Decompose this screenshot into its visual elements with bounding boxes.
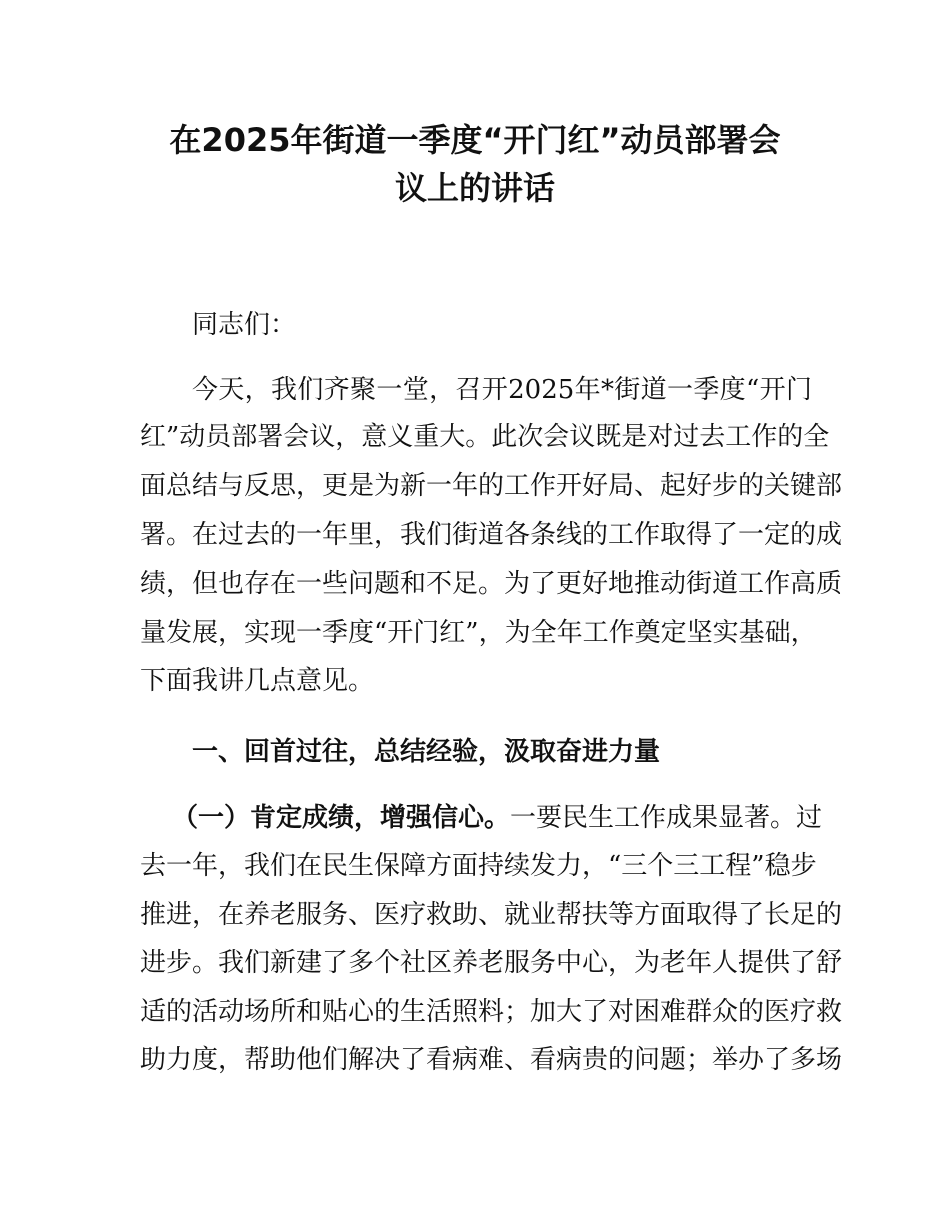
document-title-line-1: 在2025年街道一季度“开门红”动员部署会 (169, 121, 781, 159)
subsection-text: 一要民生工作成果显著。过 (510, 803, 823, 833)
salutation: 同志们： (192, 310, 297, 340)
body-line: 适的活动场所和贴心的生活照料；加大了对困难群众的医疗救 (140, 997, 843, 1027)
body-line: 推进，在养老服务、医疗救助、就业帮扶等方面取得了长足的 (140, 900, 843, 930)
body-line: 去一年，我们在民生保障方面持续发力，“三个三工程”稳步 (140, 851, 817, 881)
intro-line: 红”动员部署会议，意义重大。此次会议既是对过去工作的全 (140, 422, 830, 452)
body-line: 进步。我们新建了多个社区养老服务中心，为老年人提供了舒 (140, 948, 843, 978)
intro-line: 署。在过去的一年里，我们街道各条线的工作取得了一定的成 (140, 520, 843, 550)
intro-line: 量发展，实现一季度“开门红”，为全年工作奠定坚实基础， (140, 618, 817, 648)
intro-line: 下面我讲几点意见。 (140, 666, 375, 696)
body-line: 助力度，帮助他们解决了看病难、看病贵的问题；举办了多场 (140, 1045, 843, 1075)
document-title-line-2: 议上的讲话 (394, 169, 555, 207)
subsection-heading: （一）肯定成绩，增强信心。 (172, 803, 511, 833)
intro-line: 今天，我们齐聚一堂，召开2025年*街道一季度“开门 (192, 375, 812, 405)
intro-line: 绩，但也存在一些问题和不足。为了更好地推动街道工作高质 (140, 569, 843, 599)
intro-line: 面总结与反思，更是为新一年的工作开好局、起好步的关键部 (140, 471, 843, 501)
subsection-first-line (172, 801, 823, 835)
section-heading: 一、回首过往，总结经验，汲取奋进力量 (192, 737, 661, 767)
